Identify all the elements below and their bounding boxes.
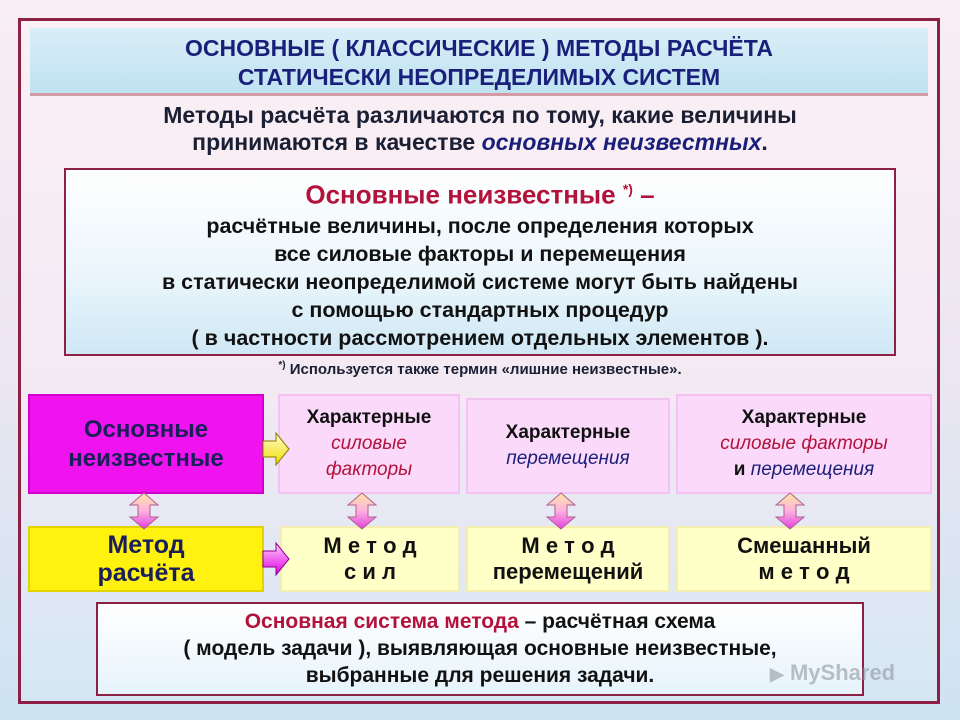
- mixed-method-box: [676, 526, 932, 592]
- definition-line: в статически неопределимой системе могут быть найдены: [161, 269, 799, 294]
- category-label-mixed: [678, 457, 930, 483]
- watermark: [770, 660, 895, 686]
- intro-line-1: Методы расчёта различаются по тому, какие величины: [163, 102, 797, 128]
- method-line-2: расчёта: [97, 559, 195, 587]
- unknowns-box: [28, 394, 264, 494]
- category-label: Характерные: [306, 407, 432, 428]
- method-name-line-1: М е т о д: [323, 533, 417, 558]
- main-system-line-1: [98, 608, 862, 635]
- method-line-1: Метод: [107, 531, 185, 559]
- category-label-accent: факторы: [325, 459, 413, 480]
- force-method-box: [280, 526, 460, 592]
- category-label-accent: перемещения: [506, 448, 630, 469]
- intro-line-2-post: .: [761, 129, 768, 155]
- main-system-term: Основная система метода: [244, 610, 519, 633]
- method-name-line-1: Смешанный: [737, 533, 871, 558]
- unknowns-line-1: Основные: [83, 416, 209, 443]
- intro-line-2-pre: принимаются в качестве: [192, 129, 482, 155]
- main-system-line-3: выбранные для решения задачи.: [305, 664, 655, 687]
- main-system-rest: – расчётная схема: [518, 610, 716, 633]
- category-label: Характерные: [505, 422, 631, 443]
- definition-head: [66, 172, 894, 212]
- definition-line: расчётные величины, после определения которых: [206, 213, 754, 238]
- category-conjunction: и: [733, 459, 751, 480]
- unknowns-line-2: неизвестные: [68, 445, 224, 472]
- method-name-line-2: перемещений: [492, 559, 644, 584]
- definition-footnote-mark: *): [622, 181, 633, 197]
- intro-line-2: [40, 129, 920, 156]
- definition-line: с помощью стандартных процедур: [291, 297, 669, 322]
- double-arrow-icon: [347, 492, 377, 530]
- category-forces: [278, 394, 460, 494]
- watermark-icon: ▶: [770, 664, 784, 684]
- category-label-accent: силовые факторы: [720, 433, 888, 454]
- footnote-text: Используется также термин «лишние неизвестные».: [285, 361, 682, 378]
- intro-text: [40, 102, 920, 156]
- method-name-line-2: м е т о д: [758, 559, 850, 584]
- category-mixed: [676, 394, 932, 494]
- category-label-accent: силовые: [331, 433, 407, 454]
- category-label-accent: перемещения: [750, 459, 875, 480]
- category-label: Характерные: [741, 407, 867, 428]
- footnote: [0, 360, 960, 378]
- footnote-mark: *): [278, 360, 286, 371]
- main-system-box: [96, 602, 864, 696]
- intro-emphasis: основных неизвестных: [481, 129, 762, 155]
- method-name-line-1: М е т о д: [521, 533, 615, 558]
- definition-term: Основные неизвестные: [305, 179, 616, 210]
- category-displacements: [466, 398, 670, 494]
- main-system-line-2: ( модель задачи ), выявляющая основные неизвестные,: [183, 637, 777, 660]
- double-arrow-icon: [546, 492, 576, 530]
- definition-line: ( в частности рассмотрением отдельных элементов ).: [191, 325, 769, 350]
- definition-line: все силовые факторы и перемещения: [274, 241, 686, 266]
- arrow-right-icon: [262, 432, 290, 466]
- method-box: [28, 526, 264, 592]
- title-line-2: СТАТИЧЕСКИ НЕОПРЕДЕЛИМЫХ СИСТЕМ: [237, 64, 721, 90]
- definition-dash: –: [632, 179, 655, 210]
- double-arrow-icon: [129, 492, 159, 530]
- arrow-right-icon: [262, 542, 290, 576]
- double-arrow-icon: [775, 492, 805, 530]
- watermark-text: MyShared: [789, 660, 896, 685]
- definition-box: [64, 168, 896, 356]
- slide-title: [30, 28, 928, 96]
- title-line-1: ОСНОВНЫЕ ( КЛАССИЧЕСКИЕ ) МЕТОДЫ РАСЧЁТА: [185, 35, 773, 61]
- method-name-line-2: с и л: [344, 559, 396, 584]
- displacement-method-box: [466, 526, 670, 592]
